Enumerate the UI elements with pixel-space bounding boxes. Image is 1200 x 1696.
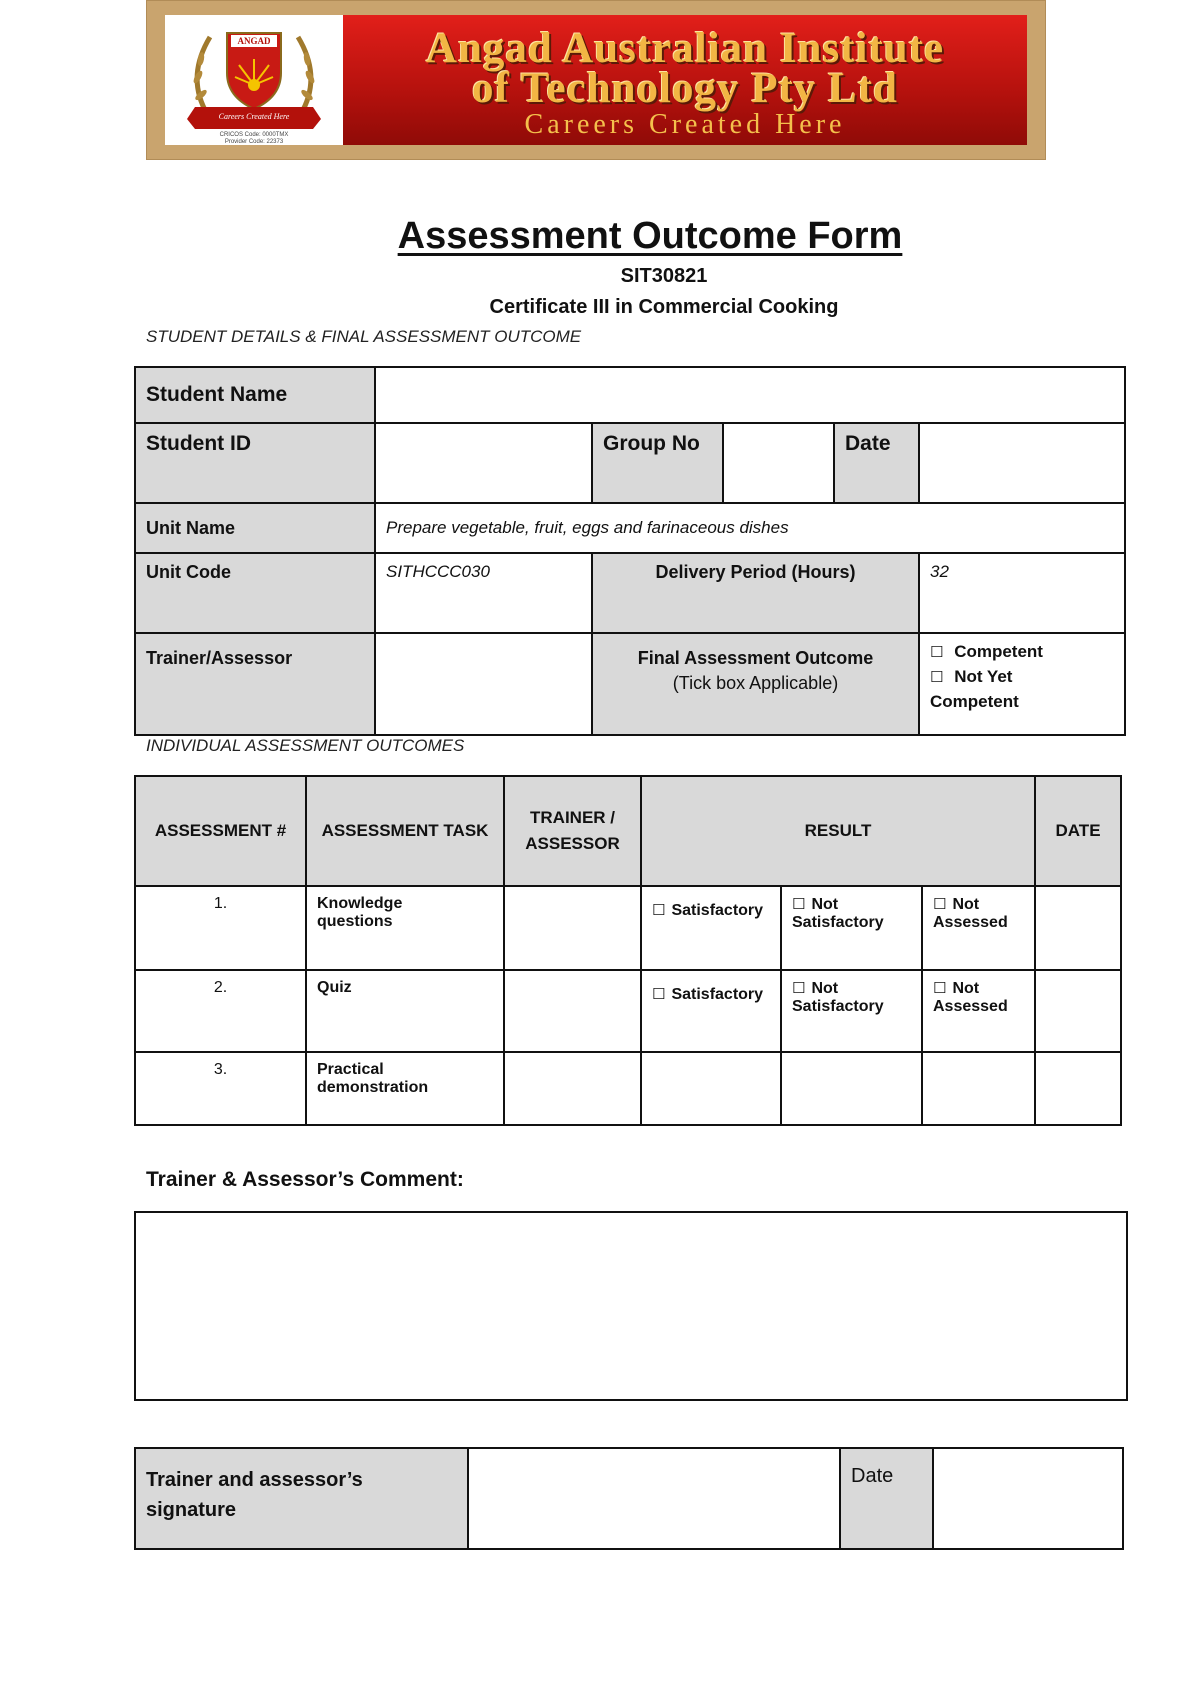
qualification-name: Certificate III in Commercial Cooking	[489, 296, 839, 318]
trainer-field[interactable]	[504, 886, 641, 970]
logo-text: ANGAD	[237, 36, 271, 46]
student-name-label: Student Name	[135, 367, 375, 423]
signature-date-field[interactable]	[933, 1448, 1123, 1549]
not-assessed-line2: Assessed	[933, 998, 1008, 1015]
delivery-period-label: Delivery Period (Hours)	[592, 553, 919, 633]
row-date-field[interactable]	[1035, 1052, 1121, 1125]
delivery-period-value: 32	[919, 553, 1125, 633]
section-student-details-label: STUDENT DETAILS & FINAL ASSESSMENT OUTCOME	[146, 327, 582, 346]
unit-name-label: Unit Name	[135, 503, 375, 553]
competent-checkbox[interactable]: ☐	[930, 644, 944, 661]
assessment-task	[306, 1052, 504, 1125]
table-row	[135, 886, 1121, 970]
not-satisfactory-label: Not	[811, 980, 839, 997]
assessment-num: 2.	[135, 970, 306, 1052]
not-satisfactory-label: Not	[811, 896, 839, 913]
logo-ribbon-text: Careers Created Here	[218, 112, 290, 121]
header-assessment-task: ASSESSMENT TASK	[306, 776, 504, 886]
assessment-num: 3.	[135, 1052, 306, 1125]
assessment-task-line2: questions	[317, 913, 393, 930]
signature-label-line2: signature	[146, 1499, 237, 1521]
date-label: Date	[834, 423, 919, 503]
trainer-field[interactable]	[504, 1052, 641, 1125]
signature-label	[135, 1448, 468, 1549]
assessment-num: 1.	[135, 886, 306, 970]
logo-provider-code: Provider Code: 22373	[224, 139, 284, 145]
signature-table	[134, 1447, 1124, 1550]
trainer-assessor-label: Trainer/Assessor	[135, 633, 375, 735]
not-assessed-checkbox[interactable]: ☐	[933, 980, 947, 997]
not-yet-competent-option[interactable]	[930, 665, 1114, 690]
form-title: Assessment Outcome Form	[397, 215, 903, 257]
logo-crest-icon	[165, 15, 343, 145]
assessment-task-line1: Quiz	[317, 979, 352, 996]
final-outcome-label: Final Assessment Outcome	[637, 648, 874, 668]
assessment-outcomes-table	[134, 775, 1122, 1126]
signature-label-line1: Trainer and assessor’s	[146, 1469, 363, 1491]
table-row	[135, 970, 1121, 1052]
not-satisfactory-line2: Satisfactory	[792, 914, 884, 931]
not-satisfactory-line2: Satisfactory	[792, 998, 884, 1015]
institute-logo	[165, 15, 343, 145]
student-name-field[interactable]	[375, 367, 1125, 423]
result-not-satisfactory[interactable]	[781, 886, 922, 970]
satisfactory-label: Satisfactory	[671, 986, 764, 1003]
header-assessment-num: ASSESSMENT #	[135, 776, 306, 886]
final-outcome-sublabel: (Tick box Applicable)	[672, 673, 839, 693]
header-trainer-assessor	[504, 776, 641, 886]
satisfactory-checkbox[interactable]: ☐	[652, 986, 666, 1003]
not-assessed-label: Not	[952, 980, 980, 997]
not-assessed-line2: Assessed	[933, 914, 1008, 931]
not-satisfactory-checkbox[interactable]: ☐	[792, 980, 806, 997]
assessment-task	[306, 886, 504, 970]
result-cell[interactable]	[641, 1052, 781, 1125]
group-no-label: Group No	[592, 423, 723, 503]
table-row	[135, 1052, 1121, 1125]
result-cell[interactable]	[781, 1052, 922, 1125]
not-assessed-label: Not	[952, 896, 980, 913]
satisfactory-label: Satisfactory	[671, 902, 764, 919]
group-no-field[interactable]	[723, 423, 834, 503]
satisfactory-checkbox[interactable]: ☐	[652, 902, 666, 919]
row-date-field[interactable]	[1035, 886, 1121, 970]
header-trainer-line1: TRAINER /	[530, 808, 615, 827]
assessment-task	[306, 970, 504, 1052]
not-satisfactory-checkbox[interactable]: ☐	[792, 896, 806, 913]
competent-option[interactable]	[930, 640, 1114, 665]
signature-date-label: Date	[840, 1448, 933, 1549]
assessment-task-line1: Practical	[317, 1061, 384, 1078]
student-id-field[interactable]	[375, 423, 592, 503]
result-satisfactory[interactable]	[641, 886, 781, 970]
result-not-assessed[interactable]	[922, 886, 1035, 970]
unit-code-value: SITHCCC030	[375, 553, 592, 633]
assessment-task-line2: demonstration	[317, 1079, 429, 1096]
institute-banner	[146, 0, 1046, 160]
student-id-label: Student ID	[135, 423, 375, 503]
signature-field[interactable]	[468, 1448, 840, 1549]
final-outcome-cell	[592, 633, 919, 735]
institute-name-line2: of Technology Pty Ltd	[472, 65, 898, 112]
not-assessed-checkbox[interactable]: ☐	[933, 896, 947, 913]
result-cell[interactable]	[922, 1052, 1035, 1125]
not-yet-competent-checkbox[interactable]: ☐	[930, 669, 944, 686]
result-not-assessed[interactable]	[922, 970, 1035, 1052]
institute-name-line1: Angad Australian Institute	[425, 25, 945, 72]
competent-line2: Competent	[930, 692, 1019, 711]
not-yet-label: Not Yet	[954, 667, 1013, 686]
unit-name-value: Prepare vegetable, fruit, eggs and farinaceous dishes	[375, 503, 1125, 553]
result-not-satisfactory[interactable]	[781, 970, 922, 1052]
final-outcome-options	[919, 633, 1125, 735]
header-result: RESULT	[641, 776, 1035, 886]
trainer-assessor-field[interactable]	[375, 633, 592, 735]
logo-cricos-code: CRICOS Code: 0000TMX	[219, 132, 289, 138]
assessment-task-line1: Knowledge	[317, 895, 403, 912]
header-date: DATE	[1035, 776, 1121, 886]
competent-label: Competent	[954, 642, 1043, 661]
comment-box[interactable]	[134, 1211, 1128, 1401]
unit-code-label: Unit Code	[135, 553, 375, 633]
result-satisfactory[interactable]	[641, 970, 781, 1052]
institute-tagline: Careers Created Here	[524, 109, 846, 140]
comment-label: Trainer & Assessor’s Comment:	[146, 1168, 464, 1191]
trainer-field[interactable]	[504, 970, 641, 1052]
date-field[interactable]	[919, 423, 1125, 503]
row-date-field[interactable]	[1035, 970, 1121, 1052]
banner-background	[165, 15, 1027, 145]
qualification-code: SIT30821	[620, 265, 708, 287]
header-trainer-line2: ASSESSOR	[525, 834, 620, 853]
section-individual-outcomes-label: INDIVIDUAL ASSESSMENT OUTCOMES	[146, 736, 465, 755]
student-details-table	[134, 366, 1126, 736]
